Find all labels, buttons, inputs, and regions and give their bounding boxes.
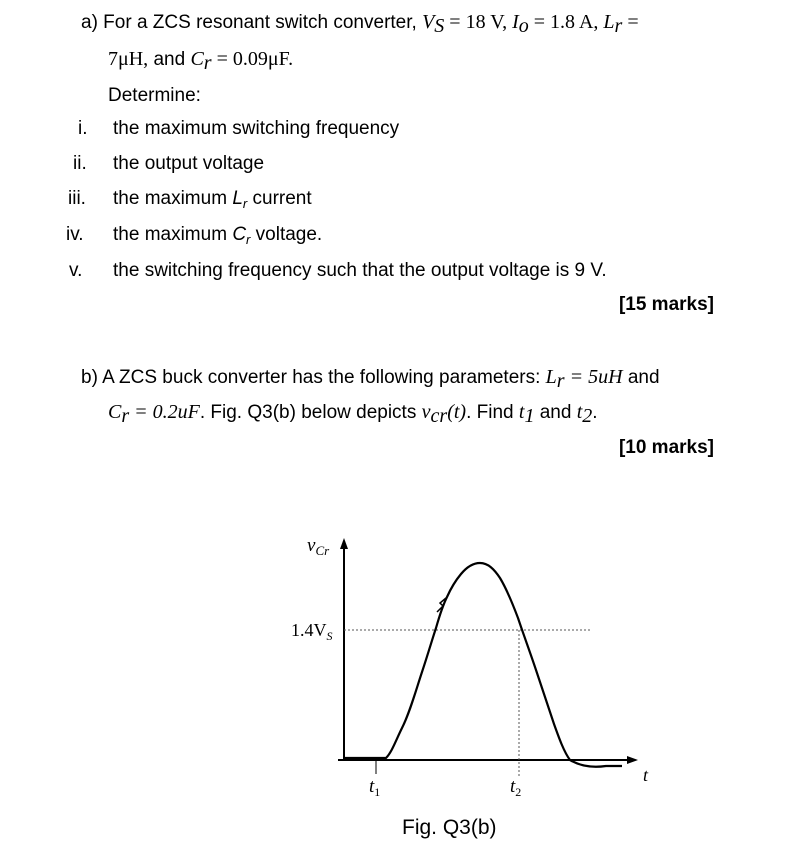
item-iv-text: the maximum $C_r$ voltage.	[113, 224, 323, 247]
x-axis-arrow	[627, 756, 638, 764]
y-axis-arrow	[340, 538, 348, 549]
part-b-line-1: b) A ZCS buck converter has the following parameters: $L_r = 5uH$ and	[81, 366, 660, 392]
item-iv-numeral: iv.	[66, 224, 84, 245]
part-b-line-2: $C_r = 0.2uF$. Fig. Q3(b) below depicts $v_{cr}(t)$. Find $t_1$ and $t_2$.	[108, 401, 598, 427]
item-ii-text: the output voltage	[113, 153, 265, 174]
item-ii-numeral: ii.	[73, 153, 87, 174]
level-label: $1.4V_S$	[291, 620, 333, 643]
item-iii-numeral: iii.	[68, 188, 86, 209]
figure-caption: Fig. Q3(b)	[402, 816, 497, 839]
part-a-marks: [15 marks]	[618, 294, 714, 315]
item-v-numeral: v.	[69, 260, 83, 281]
item-v-text: the switching frequency such that the output voltage is 9 V.	[113, 260, 607, 281]
part-a-line-2: 7μH, and $C_r = 0.09\mu F$.	[108, 48, 294, 74]
y-axis-label: $v_{Cr}$	[307, 535, 330, 558]
t-axis-label: t	[643, 765, 649, 785]
item-i-numeral: i.	[78, 118, 88, 139]
t1-label: $t_1$	[369, 776, 381, 799]
determine-label: Determine:	[108, 85, 201, 106]
item-i-text: the maximum switching frequency	[113, 118, 400, 139]
item-iii-text: the maximum $L_r$ current	[113, 188, 312, 211]
t2-label: $t_2$	[510, 776, 522, 799]
part-a-line-1: a) For a ZCS resonant switch converter, $V_S = 18$ V, $I_o = 1.8$ A, $L_r$ =	[81, 11, 639, 37]
vcr-waveform	[344, 563, 622, 767]
part-b-marks: [10 marks]	[618, 437, 714, 458]
